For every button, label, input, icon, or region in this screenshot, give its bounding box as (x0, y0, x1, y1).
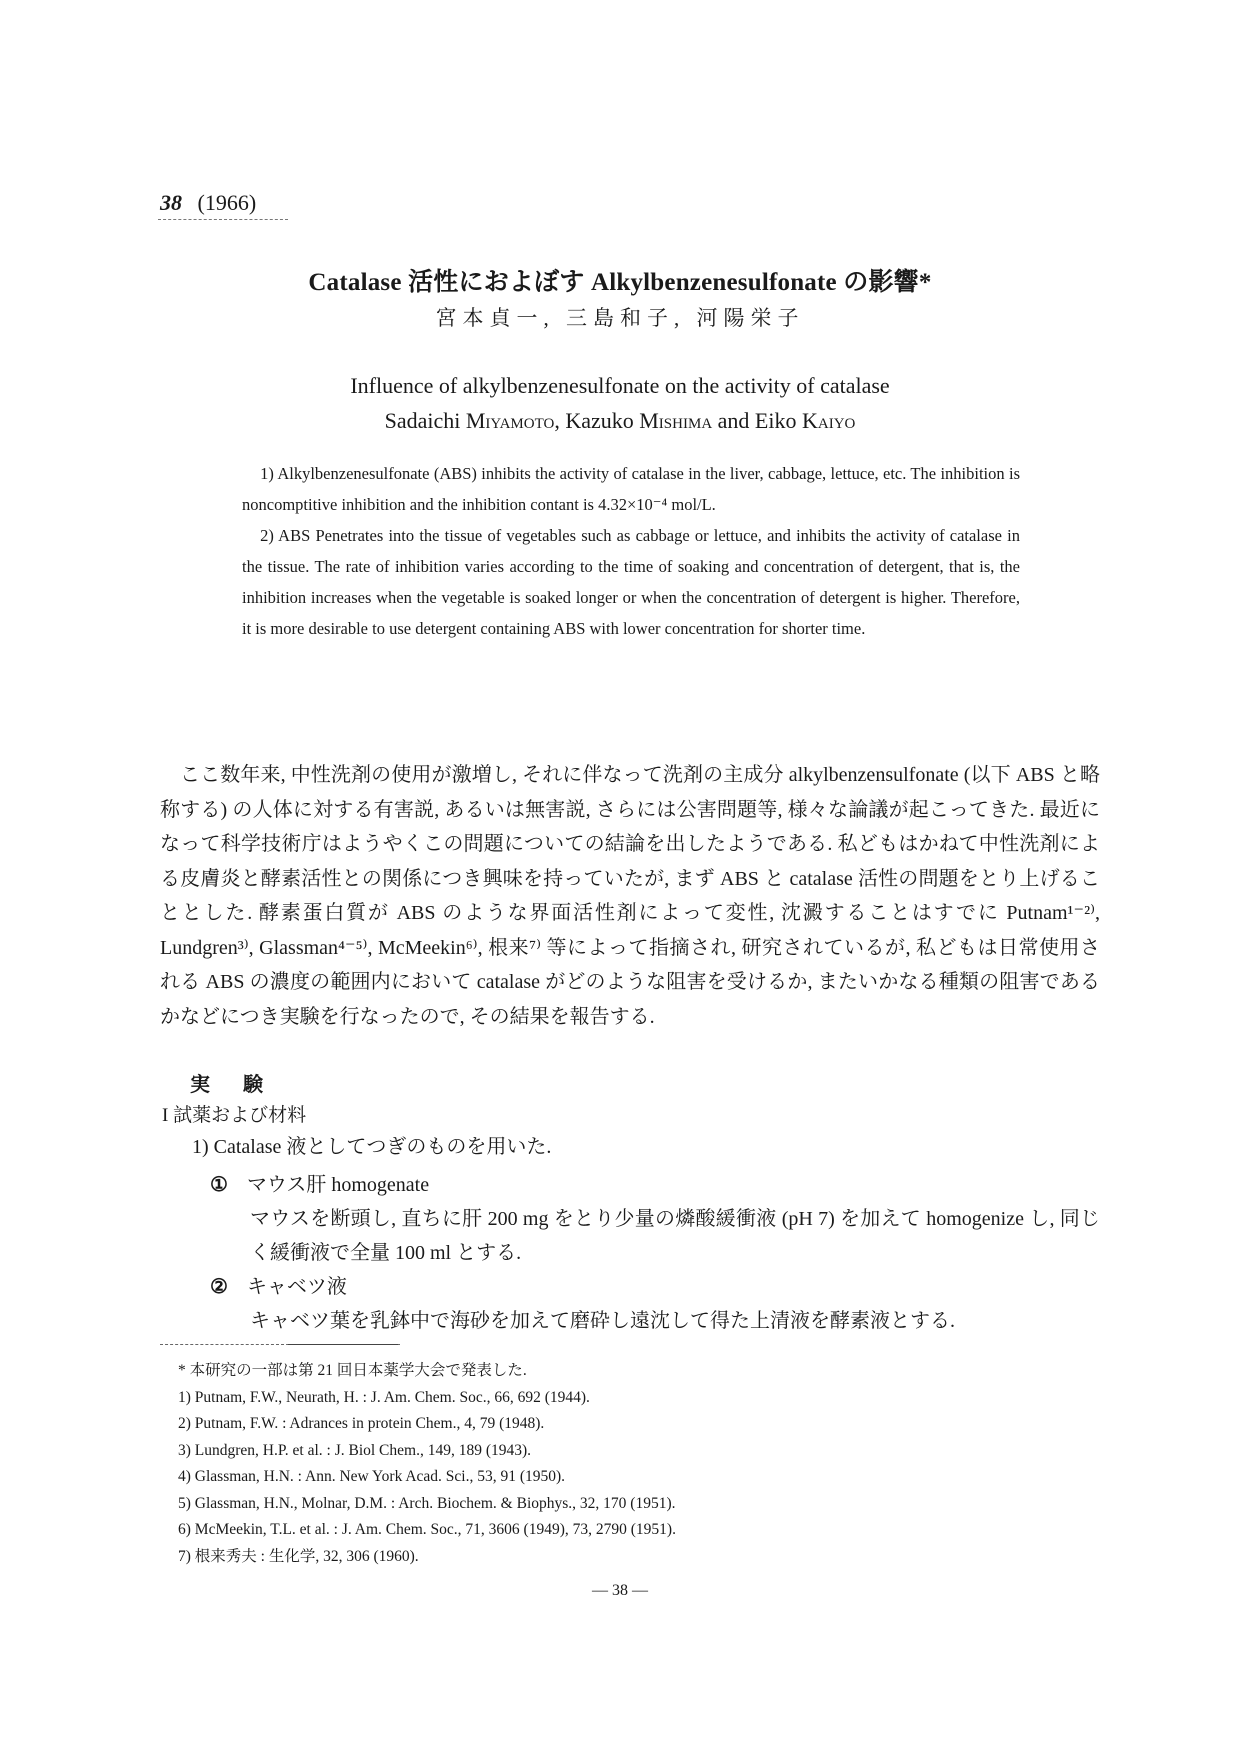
item-cabbage (210, 1270, 347, 1299)
author-2-family: Mishima (639, 408, 713, 433)
authors-en: Sadaichi Miyamoto, Kazuko Mishima and Eiko Kaiyo (384, 408, 856, 433)
item-number: ① (210, 1174, 228, 1196)
reference: 5) Glassman, H.N., Molnar, D.M. : Arch. Biochem. & Biophys., 32, 170 (1951). (178, 1494, 676, 1512)
author-1-family: Miyamoto (465, 408, 555, 433)
item-cabbage-body: キャベツ葉を乳鉢中で海砂を加えて磨砕し遠沈して得た上清液を酵素液とする. (250, 1310, 955, 1332)
authors-jp: 宮本貞一, 三島和子, 河陽栄子 (435, 306, 805, 330)
section-heading-experiment: 実 験 (190, 1074, 277, 1096)
author-1-given: Sadaichi (384, 408, 461, 433)
footnote-divider-solid (288, 1344, 398, 1345)
reference: 2) Putnam, F.W. : Adrances in protein Chem., 4, 79 (1948). (178, 1415, 545, 1432)
item-mouse-liver-body: マウスを断頭し, 直ちに肝 200 mg をとり少量の燐酸緩衝液 (pH 7) を加えて homogenize し, 同じく緩衝液で全量 100 ml とする. (250, 1208, 1100, 1264)
reference: 1) Putnam, F.W., Neurath, H. : J. Am. Chem. Soc., 66, 692 (1944). (178, 1388, 590, 1406)
header-underline (158, 219, 288, 220)
intro-paragraph: ここ数年来, 中性洗剤の使用が激増し, それに伴なって洗剤の主成分 alkylbenzensulfonate (以下 ABS と略称する) の人体に対する有害説, あるいは無害説, さらには公害問題等, 様々な論議が起こってきた. 最近になって科学技術庁はようやくこの問題についての結論を出したようである. 私どもはかねて中性洗剤による皮膚炎と酵素活性との関係につき興味を持っていたが, まず ABS と catalase 活性の問題をとり上げることとした. 酵素蛋白質が ABS のような界面活性剤によって変性, 沈澱することはすでに Putnam¹⁻²⁾, Lundgren³⁾, Glassman⁴⁻⁵⁾, McMeekin⁶⁾, 根来⁷⁾ 等によって指摘され, 研究されているが, 私どもは日常使用される ABS の濃度の範囲内において catalase がどのような阻害を受けるか, またいかなる種類の阻害であるかなどにつき実験を行なったので, その結果を報告する. (160, 764, 1100, 1028)
footnote: * 本研究の一部は第 21 回日本薬学大会で発表した. (178, 1362, 527, 1379)
item-label: キャベツ液 (246, 1276, 347, 1298)
item-label: マウス肝 homogenate (246, 1174, 430, 1196)
item-mouse-liver (210, 1168, 429, 1197)
author-2-given: Kazuko (565, 408, 634, 433)
page-footer-number: — 38 — (592, 1582, 648, 1599)
running-header (160, 190, 256, 216)
author-and: and (717, 408, 750, 433)
paper-title-jp: Catalase 活性におよぼす Alkylbenzenesulfonate の影響* (308, 269, 932, 296)
reference: 4) Glassman, H.N. : Ann. New York Acad. Sci., 53, 91 (1950). (178, 1468, 566, 1485)
header-year: (1966) (197, 190, 257, 215)
subsection-catalase-solution: 1) Catalase 液としてつぎのものを用いた. (192, 1136, 552, 1158)
introduction (160, 758, 1100, 1034)
author-3-family: Kaiyo (801, 408, 856, 433)
subsection-reagents: I 試薬および材料 (162, 1105, 307, 1126)
abstract (242, 458, 1020, 644)
item-number: ② (210, 1276, 228, 1298)
abstract-paragraph-2: 2) ABS Penetrates into the tissue of vegetables such as cabbage or lettuce, and inhibits the activity of catalase in the tissue. The rate of inhibition varies according to the time of soaking and concentration of detergent, that is, the inhibition increases when the vegetable is soaked longer or when the concentration of detergent is higher. Therefore, it is more desirable to use detergent containing ABS with lower concentration for shorter time. (242, 526, 1020, 638)
reference: 6) McMeekin, T.L. et al. : J. Am. Chem. Soc., 71, 3606 (1949), 73, 2790 (1951). (178, 1521, 676, 1538)
reference: 7) 根来秀夫 : 生化学, 32, 306 (1960). (178, 1547, 419, 1565)
abstract-paragraph-1: 1) Alkylbenzenesulfonate (ABS) inhibits the activity of catalase in the liver, cabbage, lettuce, etc. The inhibition is noncomptitive inhibition and the inhibition contant is 4.32×10⁻⁴ mol/L. (242, 464, 1020, 514)
author-3-given: Eiko (754, 408, 797, 433)
reference: 3) Lundgren, H.P. et al. : J. Biol Chem., 149, 189 (1943). (178, 1441, 532, 1459)
paper-title-en: Influence of alkylbenzenesulfonate on the activity of catalase (350, 373, 890, 398)
header-page-number: 38 (160, 190, 182, 215)
footnotes (178, 1358, 676, 1570)
